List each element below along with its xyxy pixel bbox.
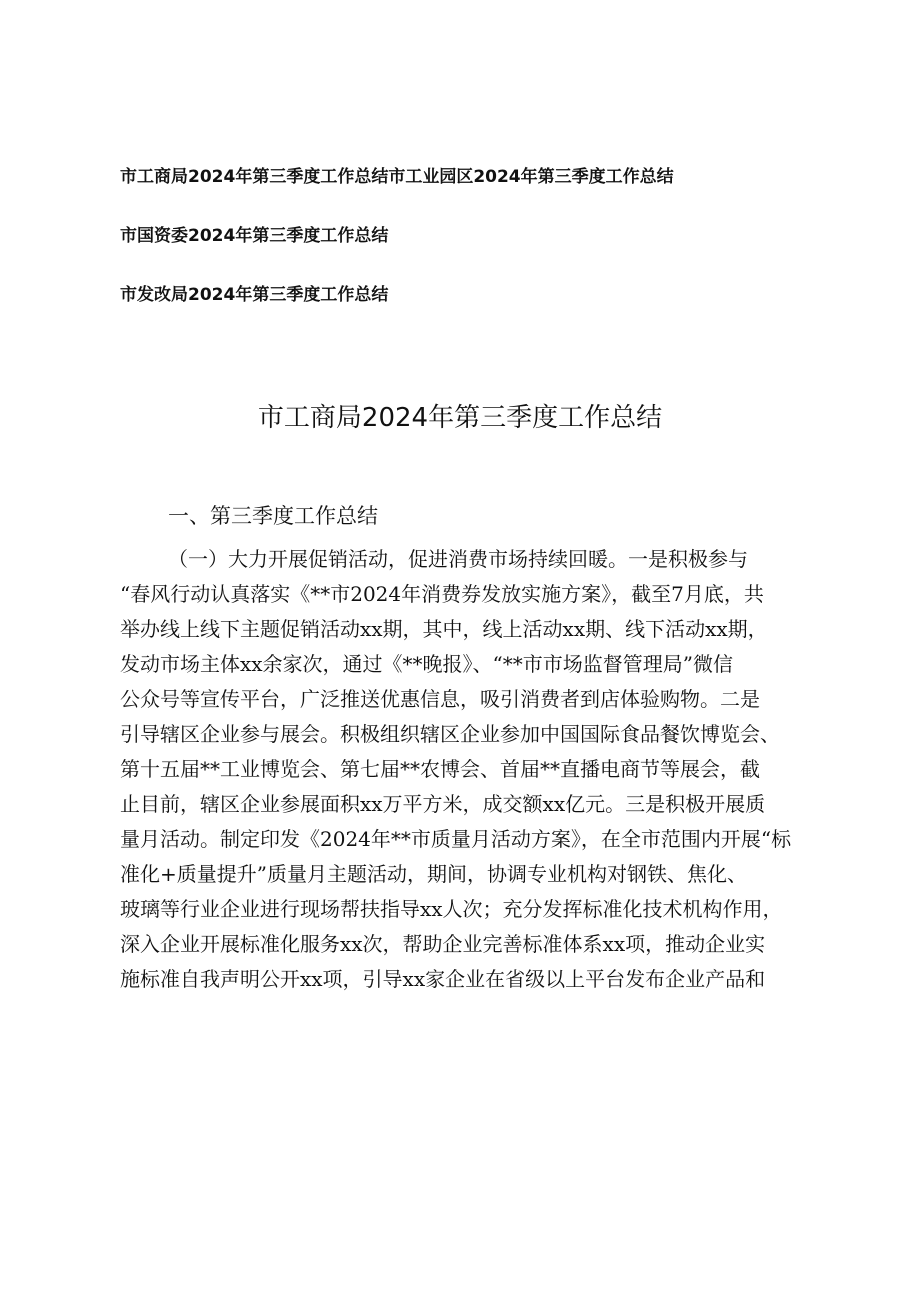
body-line: 准化+质量提升”质量月主题活动，期间，协调专业机构对钢铁、焦化、 [120, 862, 747, 886]
body-line: 引导辖区企业参与展会。积极组织辖区企业参加中国国际食品餐饮博览会、 [120, 722, 780, 746]
section-heading: 一、第三季度工作总结 [168, 504, 378, 528]
body-line: 第十五届**工业博览会、第七届**农博会、首届**直播电商节等展会，截 [120, 757, 760, 781]
toc-item-1: 市工商局2024年第三季度工作总结市工业园区2024年第三季度工作总结 [120, 167, 674, 187]
body-line: 施标准自我声明公开xx项，引导xx家企业在省级以上平台发布企业产品和 [120, 967, 766, 991]
document-title: 市工商局2024年第三季度工作总结 [257, 403, 663, 433]
body-line: 发动市场主体xx余家次，通过《**晚报》、“**市市场监督管理局”微信 [120, 652, 734, 676]
body-line: 量月活动。制定印发《2024年**市质量月活动方案》，在全市范围内开展“标 [120, 827, 792, 851]
body-line: 举办线上线下主题促销活动xx期，其中，线上活动xx期、线下活动xx期， [120, 617, 768, 641]
body-line: 深入企业开展标准化服务xx次，帮助企业完善标准体系xx项，推动企业实 [120, 932, 766, 956]
body-line: “春风行动认真落实《**市2024年消费券发放实施方案》，截至7月底，共 [120, 582, 764, 606]
body-line: 公众号等宣传平台，广泛推送优惠信息，吸引消费者到店体验购物。二是 [120, 687, 760, 711]
body-paragraph [120, 542, 820, 997]
table-of-contents [120, 165, 674, 342]
body-line: 玻璃等行业企业进行现场帮扶指导xx人次；充分发挥标准化技术机构作用， [120, 897, 783, 921]
body-line: 止目前，辖区企业参展面积xx万平方米，成交额xx亿元。三是积极开展质 [120, 792, 766, 816]
toc-item-2: 市国资委2024年第三季度工作总结 [120, 226, 389, 246]
toc-item-3: 市发改局2024年第三季度工作总结 [120, 285, 389, 305]
body-line: （一）大力开展促销活动，促进消费市场持续回暖。一是积极参与 [168, 547, 748, 571]
